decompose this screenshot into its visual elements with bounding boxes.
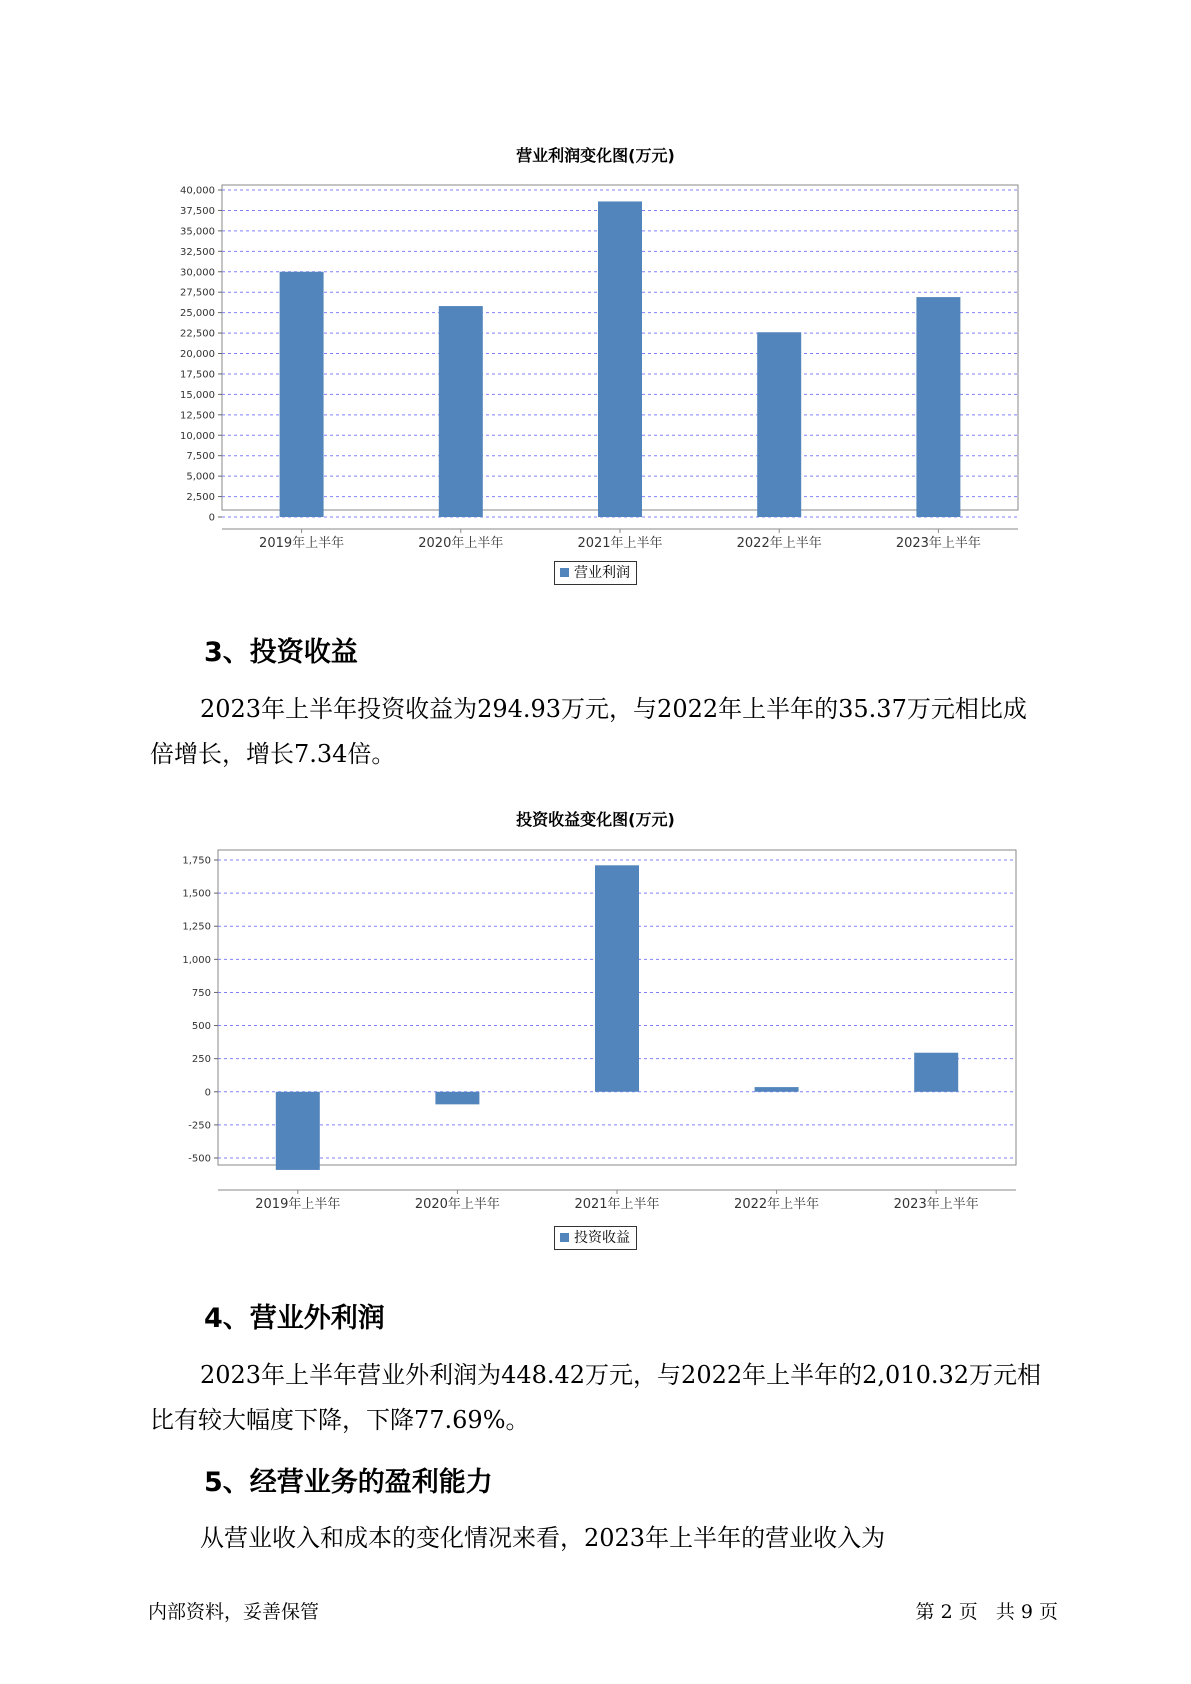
y-tick-label: 32,500 bbox=[180, 246, 215, 258]
section3-text: 2023年上半年投资收益为294.93万元，与2022年上半年的35.37万元相比成倍增长，增长7.34倍。 bbox=[150, 695, 1027, 768]
x-tick-label: 2019年上半年 bbox=[255, 1197, 341, 1212]
chart1-title: 营业利润变化图(万元) bbox=[516, 146, 675, 165]
bar bbox=[280, 272, 324, 517]
bar bbox=[435, 1092, 479, 1105]
bar bbox=[755, 1087, 799, 1092]
y-tick-label: 1,000 bbox=[182, 954, 211, 966]
x-tick-label: 2020年上半年 bbox=[418, 536, 504, 551]
operating-profit-chart bbox=[0, 160, 1191, 560]
x-tick-label: 2019年上半年 bbox=[259, 536, 345, 551]
section4-text: 2023年上半年营业外利润为448.42万元，与2022年上半年的2,010.32万元相比有较大幅度下降，下降77.69%。 bbox=[150, 1361, 1042, 1434]
x-tick-label: 2021年上半年 bbox=[574, 1197, 660, 1212]
chart1-legend bbox=[554, 561, 637, 585]
section4-paragraph bbox=[150, 1353, 1050, 1443]
bar bbox=[916, 297, 960, 517]
y-tick-label: -250 bbox=[188, 1120, 211, 1132]
chart2-legend bbox=[554, 1226, 637, 1250]
x-tick-label: 2022年上半年 bbox=[734, 1197, 820, 1212]
x-tick-label: 2021年上半年 bbox=[577, 536, 663, 551]
y-tick-label: 22,500 bbox=[180, 328, 215, 340]
y-tick-label: 1,500 bbox=[182, 888, 211, 900]
y-tick-label: 500 bbox=[191, 1021, 211, 1033]
chart2-title: 投资收益变化图(万元) bbox=[516, 810, 675, 829]
y-tick-label: 1,250 bbox=[182, 921, 211, 933]
chart2-legend-label: 投资收益 bbox=[574, 1230, 630, 1246]
legend-swatch-icon bbox=[560, 1233, 569, 1242]
bar bbox=[276, 1092, 320, 1170]
y-tick-label: 1,750 bbox=[182, 855, 211, 867]
y-tick-label: 37,500 bbox=[180, 205, 215, 217]
bar bbox=[439, 306, 483, 517]
y-tick-label: 25,000 bbox=[180, 308, 215, 320]
x-tick-label: 2023年上半年 bbox=[895, 536, 981, 551]
y-tick-label: 2,500 bbox=[186, 492, 215, 504]
section4-heading: 4、营业外利润 bbox=[204, 1303, 385, 1334]
x-tick-label: 2020年上半年 bbox=[414, 1197, 500, 1212]
section3-heading: 3、投资收益 bbox=[204, 637, 358, 668]
y-tick-label: 20,000 bbox=[180, 349, 215, 360]
y-tick-label: 15,000 bbox=[180, 389, 215, 401]
y-tick-label: -500 bbox=[188, 1153, 211, 1165]
x-tick-label: 2022年上半年 bbox=[736, 536, 822, 551]
y-tick-label: 7,500 bbox=[186, 451, 215, 463]
y-tick-label: 250 bbox=[191, 1054, 211, 1066]
bar bbox=[595, 865, 639, 1091]
x-tick-label: 2023年上半年 bbox=[893, 1197, 979, 1212]
y-tick-label: 30,000 bbox=[180, 267, 215, 279]
y-tick-label: 27,500 bbox=[180, 287, 215, 299]
y-tick-label: 5,000 bbox=[186, 471, 215, 483]
bar bbox=[757, 332, 801, 517]
chart1-legend-label: 营业利润 bbox=[574, 565, 630, 581]
y-tick-label: 750 bbox=[191, 987, 211, 999]
section3-paragraph bbox=[150, 687, 1050, 777]
y-tick-label: 0 bbox=[208, 512, 215, 524]
section5-text: 从营业收入和成本的变化情况来看，2023年上半年的营业收入为 bbox=[200, 1524, 886, 1552]
footer-page-number: 第 2 页 共 9 页 bbox=[915, 1601, 1058, 1623]
footer-confidential-note: 内部资料，妥善保管 bbox=[148, 1601, 320, 1623]
investment-income-chart bbox=[0, 840, 1191, 1240]
y-tick-label: 12,500 bbox=[180, 410, 215, 422]
y-tick-label: 40,000 bbox=[180, 185, 215, 197]
bar bbox=[914, 1053, 958, 1092]
y-tick-label: 17,500 bbox=[180, 369, 215, 381]
legend-swatch-icon bbox=[560, 568, 569, 577]
section5-heading: 5、经营业务的盈利能力 bbox=[204, 1467, 493, 1498]
y-tick-label: 35,000 bbox=[180, 226, 215, 238]
y-tick-label: 0 bbox=[204, 1087, 211, 1099]
y-tick-label: 10,000 bbox=[180, 430, 215, 442]
section5-paragraph bbox=[150, 1516, 1050, 1561]
bar bbox=[598, 201, 642, 517]
